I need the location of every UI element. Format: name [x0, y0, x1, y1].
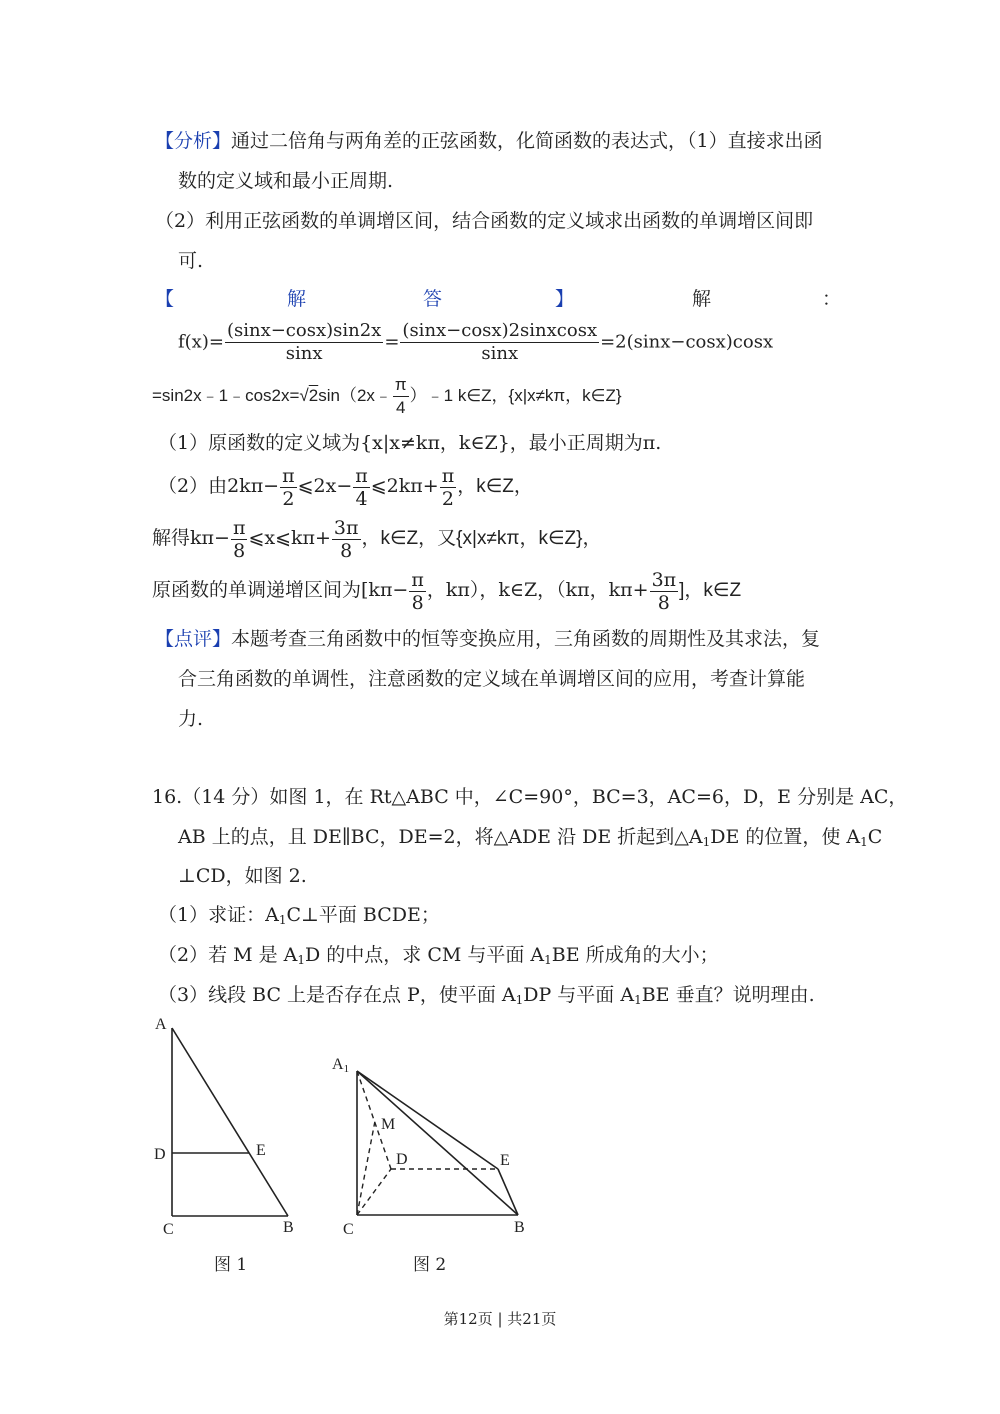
- segment-eb: [498, 1169, 518, 1215]
- label-b: B: [283, 1219, 294, 1236]
- label-e: E: [500, 1152, 510, 1169]
- label-d: D: [154, 1146, 166, 1163]
- question-2: （2）若 M 是 $A_1D$ 的中点，求 CM 与平面 $A_1BE$ 所成角的大小；: [158, 944, 719, 967]
- label-d: D: [396, 1151, 408, 1168]
- fraction-pi-4: $\frac{\pi}{4}$: [394, 375, 407, 418]
- label-c: C: [343, 1221, 354, 1238]
- segment-ab: [172, 1028, 288, 1216]
- analysis-line-1: 【分析】通过二倍角与两角差的正弦函数，化简函数的表达式，（1）直接求出函: [155, 130, 823, 152]
- segment-a1e: [357, 1071, 498, 1169]
- analysis-line-3: （2）利用正弦函数的单调增区间，结合函数的定义域求出函数的单调增区间即: [155, 210, 814, 232]
- fraction-2: $\frac{\text{(sinx−cosx)2sinxcosx}}{\sin x}$: [402, 320, 598, 364]
- problem-line-2: AB 上的点，且 DE∥BC，DE=2，将△ADE 沿 DE 折起到$\triangle A_1DE$ 的位置，使 $A_1C$: [178, 826, 883, 849]
- label-c: C: [163, 1221, 174, 1238]
- figure-1-caption: 图 1: [214, 1255, 248, 1275]
- figure-1-triangle: [145, 1010, 315, 1240]
- page-footer: 第12页 | 共21页: [443, 1310, 557, 1328]
- label-e: E: [256, 1142, 266, 1159]
- solution-solve: 解得kπ− $\frac{\pi}{8}$ ⩽x⩽kπ+ $\frac{3\pi}{8}$ ，k∈Z，又{x|x≠kπ，k∈Z}，: [152, 516, 602, 562]
- formula-simplified: =sin2x﹣1﹣cos2x=√2sin（2x﹣ $\frac{\pi}{4}$ ）﹣1 k∈Z，{x|x≠kπ，k∈Z}: [152, 375, 622, 418]
- solution-increasing-interval: 原函数的单调递增区间为[kπ− $\frac{\pi}{8}$ ，kπ），k∈Z，（kπ，kπ+ $\frac{3\pi}{8}$ ]，k∈Z: [152, 568, 742, 614]
- review-line-3: 力.: [178, 708, 204, 730]
- analysis-tag: 【分析】: [155, 130, 232, 152]
- figure-2-caption: 图 2: [413, 1255, 447, 1275]
- solution-part-1: （1）原函数的定义域为{x|x≠kπ，k∈Z}，最小正周期为π.: [158, 432, 662, 454]
- analysis-line-2: 数的定义域和最小正周期.: [178, 170, 394, 192]
- question-1: （1）求证：$A_1C\perp$平面 BCDE；: [158, 904, 440, 927]
- segment-cm: [357, 1121, 375, 1215]
- label-a: A: [155, 1016, 167, 1033]
- label-b: B: [514, 1219, 525, 1236]
- solution-part-2: （2）由2kπ− $\frac{\pi}{2}$ ⩽2x− $\frac{\pi}{4}$ ⩽2kπ+ $\frac{\pi}{2}$ ，k∈Z，: [158, 464, 533, 510]
- review-line-2: 合三角函数的单调性，注意函数的定义域在单调增区间的应用，考查计算能: [178, 668, 806, 690]
- problem-line-1: 16.（14 分）如图 1，在 Rt△ABC 中，∠C=90°，BC=3，AC=6，D，E 分别是 AC，: [152, 786, 908, 808]
- segment-a1b: [357, 1071, 518, 1215]
- question-3: （3）线段 BC 上是否存在点 P，使平面 $A_1DP$ 与平面 $A_1BE$ 垂直？说明理由.: [158, 984, 815, 1007]
- sqrt-symbol: √: [299, 386, 309, 405]
- formula-fx: f(x)= $\frac{(\sin x-\cos x)\sin 2x}{\sin x}$ = $\frac{\text{(sinx−cosx)2sinxcosx}}{\sin x}$ =2(sinx−cosx)cosx: [178, 320, 774, 364]
- review-tag: 【点评】: [155, 628, 232, 650]
- fraction-1: $\frac{(\sin x-\cos x)\sin 2x}{\sin x}$: [226, 320, 382, 364]
- analysis-line-4: 可.: [178, 250, 204, 272]
- label-a1: A1: [332, 1056, 350, 1075]
- figure-2-folded: [325, 1045, 540, 1245]
- review-line-1: 【点评】本题考查三角函数中的恒等变换应用，三角函数的周期性及其求法，复: [155, 628, 821, 650]
- segment-cd: [357, 1169, 391, 1215]
- label-m: M: [381, 1116, 396, 1133]
- problem-line-3: ⊥CD，如图 2.: [178, 865, 307, 887]
